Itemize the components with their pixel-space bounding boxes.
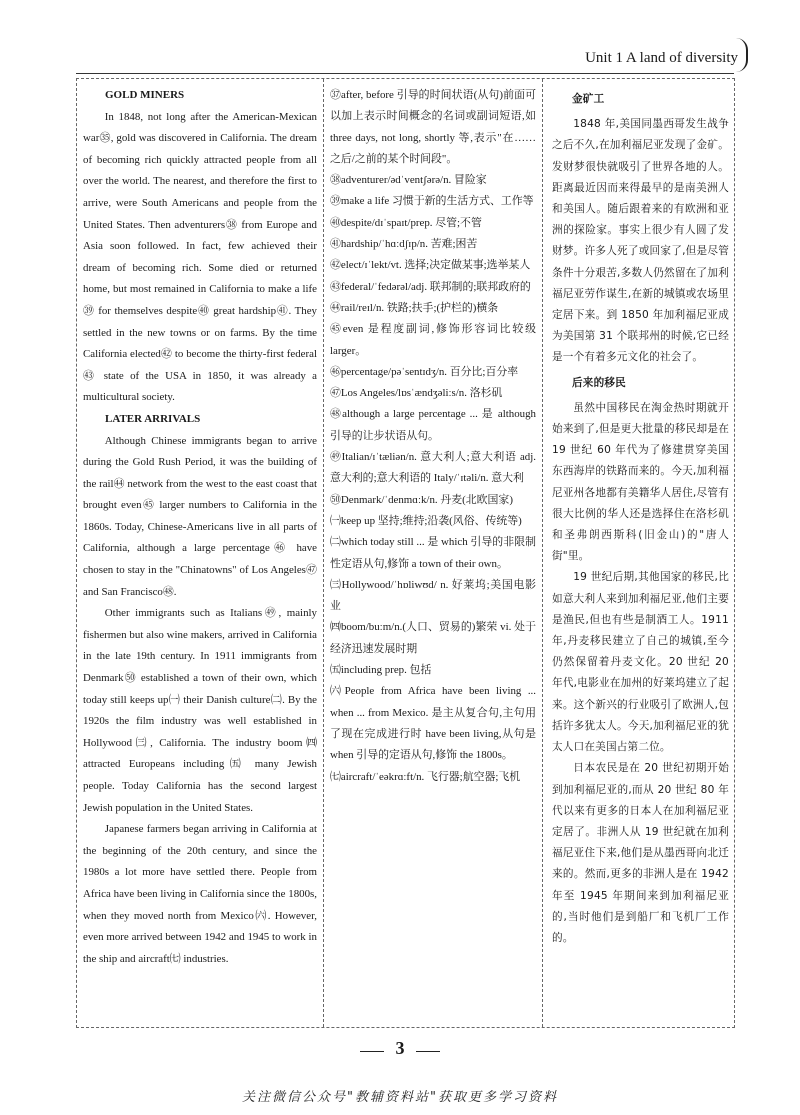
paragraph-later-arrivals-3: Japanese farmers began arriving in California at the beginning of the 20th century, and since the 1980s a lot more have settled there. People from Africa have been living in California since the 1800s, when they moved north from Mexico㈥. However, even more arrived between 1942 and 1945 to work in the ship and aircraft㈦ industries. [83, 823, 317, 965]
cn-title-later-arrivals: 后来的移民 [572, 376, 626, 389]
cn-paragraph-1: 1848 年,美国同墨西哥发生战争之后不久,在加利福尼亚发现了金矿。发财梦很快就吸引了世界各地的人。距离最近因而来得最早的是南美洲人和美国人。随后跟着来的有欧洲和亚洲的探险家。事实上很少有人圆了发财梦。许多人死了或回家了,但是尽管条件十分艰苦,多数人仍然留在了加利福尼亚劳作谋生,在新的城镇或农场里定居下来。到 1850 年加利福尼亚成为美国第 31 个联邦州的时候,它已经是一个有着多元文化的社会了。 [552, 118, 729, 364]
note-item: ㊲after, before 引导的时间状语(从句)前面可以加上表示时间概念的名词或副词短语,如 three days, not long, shortly 等,表示"在……之后/之前的某个时间段"。 [330, 89, 536, 165]
footer-note: 关注微信公众号"教辅资料站"获取更多学习资料 [242, 1090, 558, 1105]
note-item: ㊳adventurer/ədˈventʃərə/n. 冒险家 [330, 174, 487, 187]
note-item: ㈥People from Africa have been living ... when ... from Mexico. 是主从复合句,主句用了现在完成进行时 have been living,从句是 when 引导的定语从句,修饰 the 1800s。 [330, 685, 536, 762]
english-text-column [77, 79, 324, 1027]
section-title-later-arrivals: LATER ARRIVALS [105, 412, 201, 425]
note-item: ㈠keep up 坚持;维持;沿袭(风俗、传统等) [330, 514, 522, 527]
note-item: ㊽although a large percentage ... 是 although 引导的让步状语从句。 [330, 408, 536, 442]
content-frame [76, 78, 735, 1028]
note-item: ㊻percentage/pəˈsentɪdʒ/n. 百分比;百分率 [330, 365, 519, 378]
note-item: ㊶hardship/ˈhɑːdʃɪp/n. 苦难;困苦 [330, 238, 478, 251]
note-item: ㈤including prep. 包括 [330, 664, 432, 677]
note-item: ㊹rail/reɪl/n. 铁路;扶手;(护栏的)横条 [330, 301, 499, 314]
note-item: ㊷elect/ɪˈlekt/vt. 选择;决定做某事;选举某人 [330, 259, 531, 272]
paragraph-later-arrivals-2: Other immigrants such as Italians㊾, mainly fishermen but also wine makers, arrived in California in the late 19th century. In 1911 immigrants from Denmark㊿ established a town of their own, which today still keeps up㈠ their Danish culture㈡. By the 1920s the film industry was well established in Hollywood㈢, California. The industry boom㈣ attracted Europeans including㈤ many Jewish people. Today California has the second largest Jewish population in the United States. [83, 607, 317, 814]
cn-paragraph-3: 19 世纪后期,其他国家的移民,比如意大利人来到加利福尼亚,他们主要是渔民,但也有些是制酒工人。1911 年,丹麦移民建立了自己的城镇,至今仍然保留着丹麦文化。20 世纪 20 年代,电影业在加州的好莱坞建立了起来。这个新兴的行业吸引了欧洲人,包括许多犹太人。今天,加利福尼亚的犹太人口在美国占第二位。 [552, 571, 729, 754]
unit-header: Unit 1 A land of diversity [585, 50, 738, 66]
paragraph-later-arrivals-1: Although Chinese immigrants began to arrive during the Gold Rush Period, it was the building of the rail㊹ network from the west to the east coast that brought even㊺ larger numbers to California in the 1860s. Today, Chinese-Americans live in all parts of California, although a large percentage㊻ have chosen to stay in the "Chinatowns" of Los Angeles㊼ and San Francisco㊽. [83, 434, 317, 598]
vocabulary-notes-column [324, 79, 543, 1027]
note-item: ㈢Hollywood/ˈhɒliwʊd/ n. 好莱坞;美国电影业 [330, 578, 536, 613]
note-item: ㈦aircraft/ˈeəkrɑːft/n. 飞行器;航空器;飞机 [330, 770, 521, 783]
note-item: ㊴make a life 习惯于新的生活方式、工作等 [330, 195, 534, 208]
page-number: 3 [395, 1038, 405, 1058]
note-item: ㊼Los Angeles/lɒsˈændʒəliːs/n. 洛杉矶 [330, 387, 503, 400]
header-rule [76, 73, 734, 74]
note-item: ㊿Denmark/ˈdenmɑːk/n. 丹麦(北欧国家) [330, 493, 513, 506]
cn-paragraph-4: 日本农民是在 20 世纪初期开始到加利福尼亚的,而从 20 世纪 80 年代以来有更多的日本人在加利福尼亚定居了。非洲人从 19 世纪就在加利福尼亚住下来,他们是从墨西哥向北迁来的。然而,更多的非洲人是在 1942 年至 1945 年期间来到加利福尼亚的,当时他们是到船厂和飞机厂工作的。 [552, 762, 729, 944]
paragraph-gold-miners: In 1848, not long after the American-Mexican war㉟, gold was discovered in California. The dream of becoming rich quickly attracted people from all over the world. The nearest, and therefore the first to arrive, were South Americans and people from the United States. Then adventurers㊳ from Europe and Asia soon followed. In fact, few achieved their dream of becoming rich. Some died or returned home, but most remained in California to make a life㊴ for themselves despite㊵ great hardship㊶. They settled in the new towns or on farms. By the time California elected㊷ to become the thirty-first federal㊸ state of the USA in 1850, it was already a multicultural society. [83, 110, 317, 404]
note-item: ㊾Italian/ɪˈtæliən/n. 意大利人;意大利语 adj. 意大利的;意大利语的 Italy/ˈɪtəli/n. 意大利 [330, 451, 536, 485]
page-number-rule-right [416, 1051, 440, 1052]
note-item: ㊵despite/dɪˈspaɪt/prep. 尽管;不管 [330, 216, 482, 229]
cn-paragraph-2: 虽然中国移民在淘金热时期就开始来到了,但是更大批量的移民却是在 19 世纪 60 年代为了修建贯穿美国东西海岸的铁路而来的。今天,加利福尼亚州各地都有美籍华人居住,尽管有很大比例的华人还是选择住在洛杉矶和圣弗朗西斯科(旧金山)的"唐人街"里。 [552, 401, 729, 563]
note-item: ㊸federal/ˈfedərəl/adj. 联邦制的;联邦政府的 [330, 280, 531, 293]
note-item: ㈡which today still ... 是 which 引导的非限制性定语从句,修饰 a town of their own。 [330, 536, 536, 570]
section-title-gold-miners: GOLD MINERS [105, 89, 185, 101]
note-item: ㊺even 是程度副词,修饰形容词比较级 larger。 [330, 323, 536, 357]
cn-title-gold-miners: 金矿工 [572, 93, 605, 105]
note-item: ㈣boom/buːm/n.(人口、贸易的)繁荣 vi. 处于经济迅速发展时期 [330, 621, 536, 655]
chinese-translation-column [543, 79, 735, 1027]
